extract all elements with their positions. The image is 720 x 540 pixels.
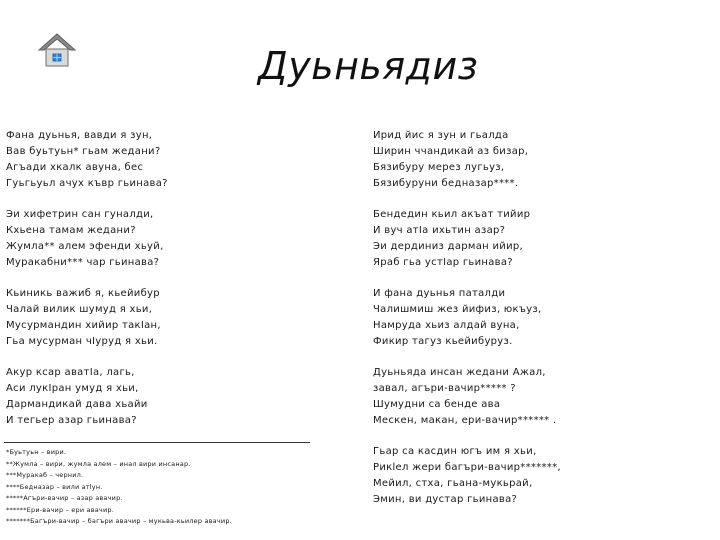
verse-line: Агъади хкалк авуна, бес (6, 162, 144, 173)
verse-line: Вав буьтуьн* гьам жедани? (6, 146, 161, 157)
verse-line: Эмин, ви дустар гьинава? (373, 494, 518, 505)
verse-line: Яраб гьа устІар гьинава? (373, 257, 513, 268)
verse-line: Бязибуруни бедназар****. (373, 178, 519, 189)
verse-line: И фана дуьнья паталди (373, 288, 506, 299)
footnote-divider (4, 442, 310, 443)
footnote: *****Агъри-вачир – азар авачир. (6, 494, 123, 502)
verse-line: Мусурмандин хийир такІан, (6, 320, 161, 331)
verse-line: Ирид йис я зун и гьалда (373, 130, 509, 141)
verse-line: И вуч атІа ихьтин азар? (373, 225, 506, 236)
verse-line: Чалишмиш жез йифиз, юкъуз, (373, 304, 542, 315)
verse-line: Акур ксар аватІа, лагь, (6, 367, 135, 378)
stanza-left-2 (6, 207, 296, 271)
verse-line: Рикlел жери багъри-вачир*******, (373, 462, 561, 473)
verse-line: Шумудни са бенде ава (373, 399, 501, 410)
stanza-left-1 (6, 128, 296, 192)
verse-line: Жумла** алем эфенди хьуй, (6, 241, 164, 252)
stanza-right-1 (373, 128, 663, 192)
verse-line: Аси лукІран умуд я хьи, (6, 383, 139, 394)
footnote: *Буьтуьн – вири. (6, 448, 67, 456)
verse-line: Дармандикай дава хьайи (6, 399, 148, 410)
verse-line: И тегьер азар гьинава? (6, 415, 137, 426)
stanza-right-5 (373, 444, 663, 508)
page-title: Дуьньядиз (258, 44, 479, 88)
verse-line: Кьиникь важиб я, кьейибур (6, 288, 160, 299)
footnote: ****Бедназар – вили атlун. (6, 482, 103, 491)
verse-line: Кхьена тамам жедани? (6, 225, 136, 236)
verse-line: Мейил, стха, гьана-мукьрай, (373, 478, 533, 489)
stanza-right-2 (373, 207, 663, 271)
verse-line: Муракабни*** чар гьинава? (6, 257, 160, 268)
footnote: **Жумла – вири, жумла алем – инал вири инсанар. (6, 459, 191, 468)
verse-line: Гьа мусурман чІуруд я хьи. (6, 336, 158, 347)
stanza-left-3 (6, 286, 296, 350)
stanza-right-3 (373, 286, 663, 350)
home-icon (38, 32, 76, 68)
verse-line: Ширин ччандикай аз бизар, (373, 146, 529, 157)
stanza-left-4 (6, 365, 296, 429)
verse-line: завал, агъри-вачир***** ? (373, 383, 516, 394)
footnote: *******Багъри-вачир – багъри авачир – мукьва-кьилер авачир. (6, 517, 232, 525)
footnotes (6, 447, 336, 528)
verse-line: Намруда хьиз алдай вуна, (373, 320, 520, 331)
verse-line: Гьар са касдин югъ им я хьи, (373, 446, 537, 457)
footnote: ******Ери-вачир – ери авачир. (6, 505, 114, 514)
verse-line: Бендедин кьил акъат тийир (373, 209, 531, 220)
verse-line: Дуьньяда инсан жедани Ажал, (373, 367, 546, 378)
verse-line: Мескен, макан, ери-вачир****** . (373, 415, 557, 426)
home-button[interactable] (38, 32, 76, 68)
verse-line: Чалай вилик шумуд я хьи, (6, 304, 153, 315)
stanza-right-4 (373, 365, 663, 429)
verse-line: Гуьгьуьл ачух къвр гьинава? (6, 178, 168, 189)
verse-line: Эи хифетрин сан гуналди, (6, 209, 154, 220)
footnote: ***Муракаб – чернил. (6, 471, 84, 479)
verse-line: Фикир тагуз кьейибуруз. (373, 336, 513, 347)
verse-line: Бязибуру мерез лугьуз, (373, 162, 505, 173)
verse-line: Эи дердиниз дарман ийир, (373, 241, 524, 252)
verse-line: Фана дуьнья, вавди я зун, (6, 130, 153, 141)
